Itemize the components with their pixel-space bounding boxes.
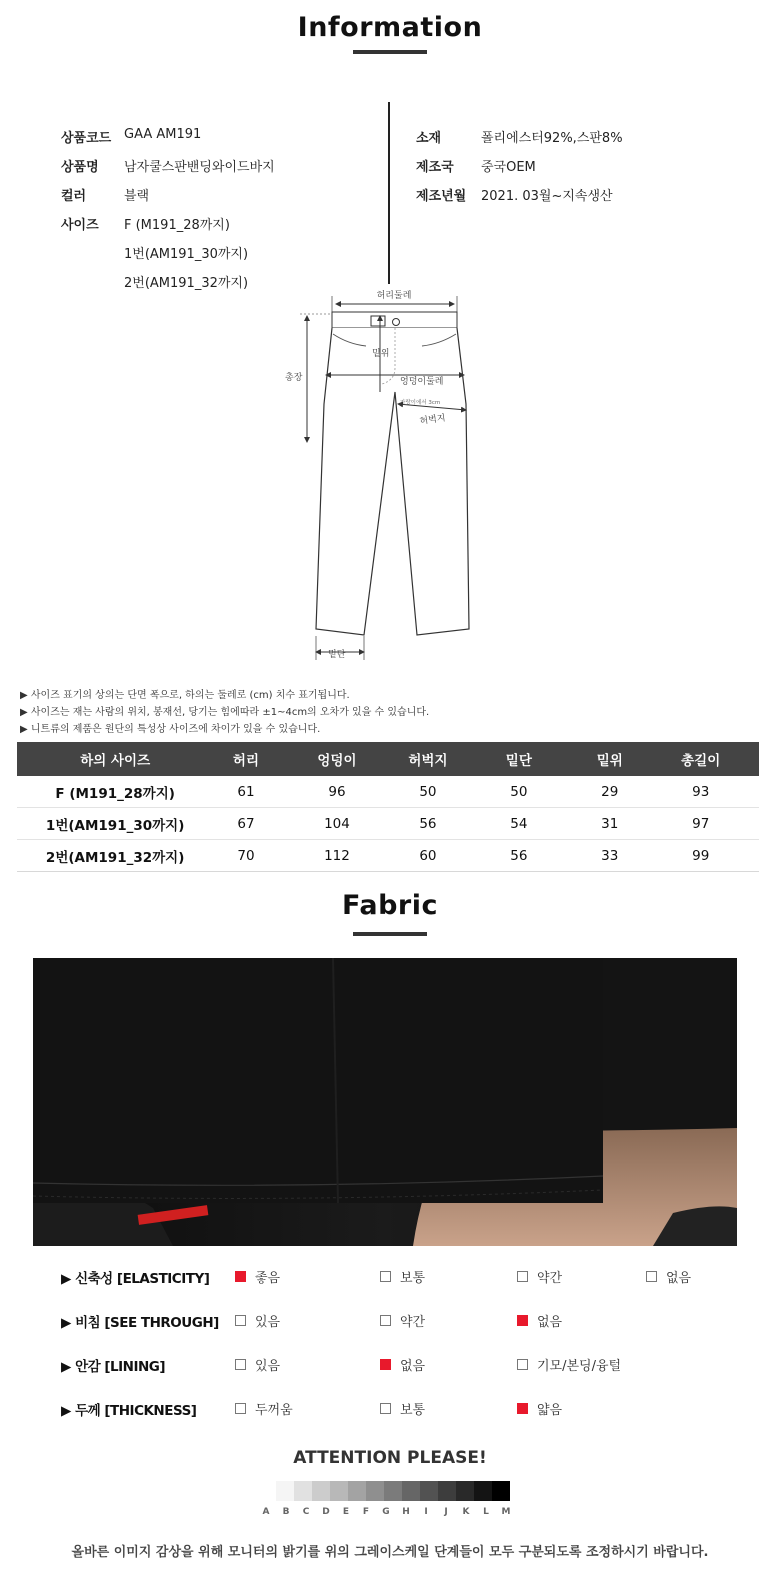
grayscale-swatch	[330, 1481, 348, 1501]
grayscale-letter: C	[302, 1507, 310, 1517]
checkbox[interactable]	[646, 1271, 657, 1282]
grayscale-letter: J	[444, 1507, 448, 1517]
info-value: GAA AM191	[124, 127, 202, 142]
title-underline	[353, 932, 427, 936]
table-cell: 61	[213, 776, 278, 808]
table-cell: 93	[642, 776, 759, 808]
info-value: 남자쿨스판밴딩와이드바지	[124, 160, 275, 175]
grayscale-letter: M	[501, 1507, 511, 1517]
size-notes	[20, 687, 429, 738]
table-cell: 50	[395, 776, 460, 808]
table-cell: 96	[279, 776, 396, 808]
table-cell: F (M191_28까지)	[17, 776, 213, 808]
fabric-title: Fabric	[342, 890, 438, 921]
attribute-option[interactable]	[235, 1267, 280, 1286]
option-label: 보통	[400, 1403, 426, 1418]
option-label: 없음	[537, 1315, 563, 1330]
info-value: 중국OEM	[481, 160, 536, 175]
checked-checkbox[interactable]	[517, 1315, 528, 1326]
option-label: 있음	[255, 1315, 281, 1330]
table-cell: 97	[642, 808, 759, 840]
option-label: 기모/본딩/융털	[537, 1359, 622, 1374]
attribute-option[interactable]	[380, 1399, 425, 1418]
grayscale-letter: B	[282, 1507, 290, 1517]
rise-label: 밑위	[372, 349, 390, 359]
option-label: 약간	[400, 1315, 426, 1330]
attribute-label: ▶ 신축성 [ELASTICITY]	[61, 1271, 210, 1287]
table-cell: 54	[461, 808, 578, 840]
info-key: 제조국	[416, 160, 454, 175]
attribute-option[interactable]	[380, 1267, 425, 1286]
grayscale-letter: A	[262, 1507, 270, 1517]
attribute-option[interactable]	[380, 1355, 425, 1374]
attribute-label: ▶ 안감 [LINING]	[61, 1359, 166, 1375]
info-value: 1번(AM191_30까지)	[124, 247, 249, 262]
attribute-option[interactable]	[517, 1311, 562, 1330]
grayscale-letter: E	[342, 1507, 350, 1517]
hip-label: 엉덩이둘레	[400, 377, 444, 387]
fabric-photo	[33, 958, 737, 1246]
table-cell: 56	[461, 840, 578, 872]
column-header: 밑위	[577, 742, 642, 776]
table-cell: 33	[577, 840, 642, 872]
table-cell: 104	[279, 808, 396, 840]
grayscale-swatch	[474, 1481, 492, 1501]
size-table-header	[17, 742, 759, 776]
checked-checkbox[interactable]	[235, 1271, 246, 1282]
note-line: ▶ 사이즈 표기의 상의는 단면 폭으로, 하의는 둘레로 (cm) 치수 표기됩니다.	[20, 690, 350, 701]
column-header: 엉덩이	[279, 742, 396, 776]
attribute-label: ▶ 비침 [SEE THROUGH]	[61, 1315, 219, 1331]
info-key: 소재	[416, 131, 442, 146]
table-cell: 70	[213, 840, 278, 872]
info-key: 제조년월	[416, 189, 467, 204]
grayscale-letter: L	[483, 1507, 489, 1517]
option-label: 두꺼움	[255, 1403, 293, 1418]
column-header: 총길이	[642, 742, 759, 776]
grayscale-swatch	[420, 1481, 438, 1501]
thigh-note: 가랑이에서 3cm	[400, 400, 441, 406]
info-divider	[388, 102, 390, 284]
table-bottom-rule	[17, 871, 759, 872]
checked-checkbox[interactable]	[380, 1359, 391, 1370]
checkbox[interactable]	[235, 1403, 246, 1414]
table-row	[17, 808, 759, 840]
table-cell: 60	[395, 840, 460, 872]
column-header: 허벅지	[395, 742, 460, 776]
info-key: 사이즈	[61, 218, 99, 233]
table-cell: 67	[213, 808, 278, 840]
attribute-option[interactable]	[235, 1399, 293, 1418]
grayscale-letter: I	[424, 1507, 428, 1517]
checkbox[interactable]	[380, 1315, 391, 1326]
attribute-option[interactable]	[235, 1311, 280, 1330]
table-row	[17, 776, 759, 808]
attribute-option[interactable]	[517, 1267, 562, 1286]
table-cell: 50	[461, 776, 578, 808]
option-label: 보통	[400, 1271, 426, 1286]
hem-label: 밑단	[328, 650, 346, 660]
grayscale-letter: K	[462, 1507, 470, 1517]
info-value: F (M191_28까지)	[124, 218, 230, 233]
grayscale-swatch	[402, 1481, 420, 1501]
attribute-option[interactable]	[646, 1267, 691, 1286]
option-label: 있음	[255, 1359, 281, 1374]
table-cell: 29	[577, 776, 642, 808]
option-label: 없음	[400, 1359, 426, 1374]
grayscale-swatch	[456, 1481, 474, 1501]
option-label: 얇음	[537, 1403, 563, 1418]
thigh-label: 허벅지	[419, 413, 447, 427]
grayscale-letter: G	[382, 1507, 390, 1517]
attribute-option[interactable]	[380, 1311, 425, 1330]
grayscale-swatch	[438, 1481, 456, 1501]
attribute-option[interactable]	[235, 1355, 280, 1374]
checkbox[interactable]	[380, 1271, 391, 1282]
table-cell: 1번(AM191_30까지)	[17, 808, 213, 840]
grayscale-swatch	[312, 1481, 330, 1501]
grayscale-swatch	[492, 1481, 510, 1501]
info-key: 상품명	[61, 160, 99, 175]
grayscale-swatch	[366, 1481, 384, 1501]
pants-size-diagram	[270, 284, 510, 664]
note-line: ▶ 사이즈는 재는 사람의 위치, 봉재선, 당기는 힘에따라 ±1~4cm의 오차가 있을 수 있습니다.	[20, 707, 430, 718]
waist-label: 허리둘레	[376, 291, 412, 301]
grayscale-swatch	[384, 1481, 402, 1501]
option-label: 좋음	[255, 1271, 281, 1286]
info-value: 블랙	[124, 189, 150, 204]
grayscale-letter: F	[362, 1507, 370, 1517]
grayscale-swatch	[276, 1481, 294, 1501]
grayscale-swatch	[348, 1481, 366, 1501]
column-header: 하의 사이즈	[17, 742, 213, 776]
option-label: 약간	[537, 1271, 563, 1286]
attribute-option[interactable]	[517, 1355, 621, 1374]
table-cell: 2번(AM191_32까지)	[17, 840, 213, 872]
table-row	[17, 840, 759, 872]
title-underline	[353, 50, 427, 54]
checkbox[interactable]	[517, 1271, 528, 1282]
checkbox[interactable]	[235, 1359, 246, 1370]
checkbox[interactable]	[380, 1403, 391, 1414]
length-label: 총장	[285, 373, 303, 383]
table-cell: 56	[395, 808, 460, 840]
size-table	[17, 742, 759, 872]
checkbox[interactable]	[235, 1315, 246, 1326]
info-key: 컬러	[61, 189, 87, 204]
grayscale-letter: H	[402, 1507, 410, 1517]
attention-message: 올바른 이미지 감상을 위해 모니터의 밝기를 위의 그레이스케일 단계들이 모두 구분되도록 조정하시기 바랍니다.	[71, 1545, 709, 1560]
note-line: ▶ 니트류의 제품은 원단의 특성상 사이즈에 차이가 있을 수 있습니다.	[20, 724, 321, 735]
column-header: 밑단	[461, 742, 578, 776]
info-value: 2번(AM191_32까지)	[124, 276, 249, 291]
table-cell: 31	[577, 808, 642, 840]
attribute-label: ▶ 두께 [THICKNESS]	[61, 1403, 197, 1419]
information-title: Information	[297, 12, 483, 43]
option-label: 없음	[666, 1271, 692, 1286]
info-value: 폴리에스터92%,스판8%	[481, 131, 623, 146]
attention-title: ATTENTION PLEASE!	[293, 1448, 487, 1468]
table-cell: 112	[279, 840, 396, 872]
attribute-option[interactable]	[517, 1399, 562, 1418]
info-value: 2021. 03월~지속생산	[481, 189, 613, 204]
grayscale-letter: D	[322, 1507, 330, 1517]
checked-checkbox[interactable]	[517, 1403, 528, 1414]
info-key: 상품코드	[61, 131, 112, 146]
table-cell: 99	[642, 840, 759, 872]
column-header: 허리	[213, 742, 278, 776]
grayscale-swatch	[294, 1481, 312, 1501]
checkbox[interactable]	[517, 1359, 528, 1370]
